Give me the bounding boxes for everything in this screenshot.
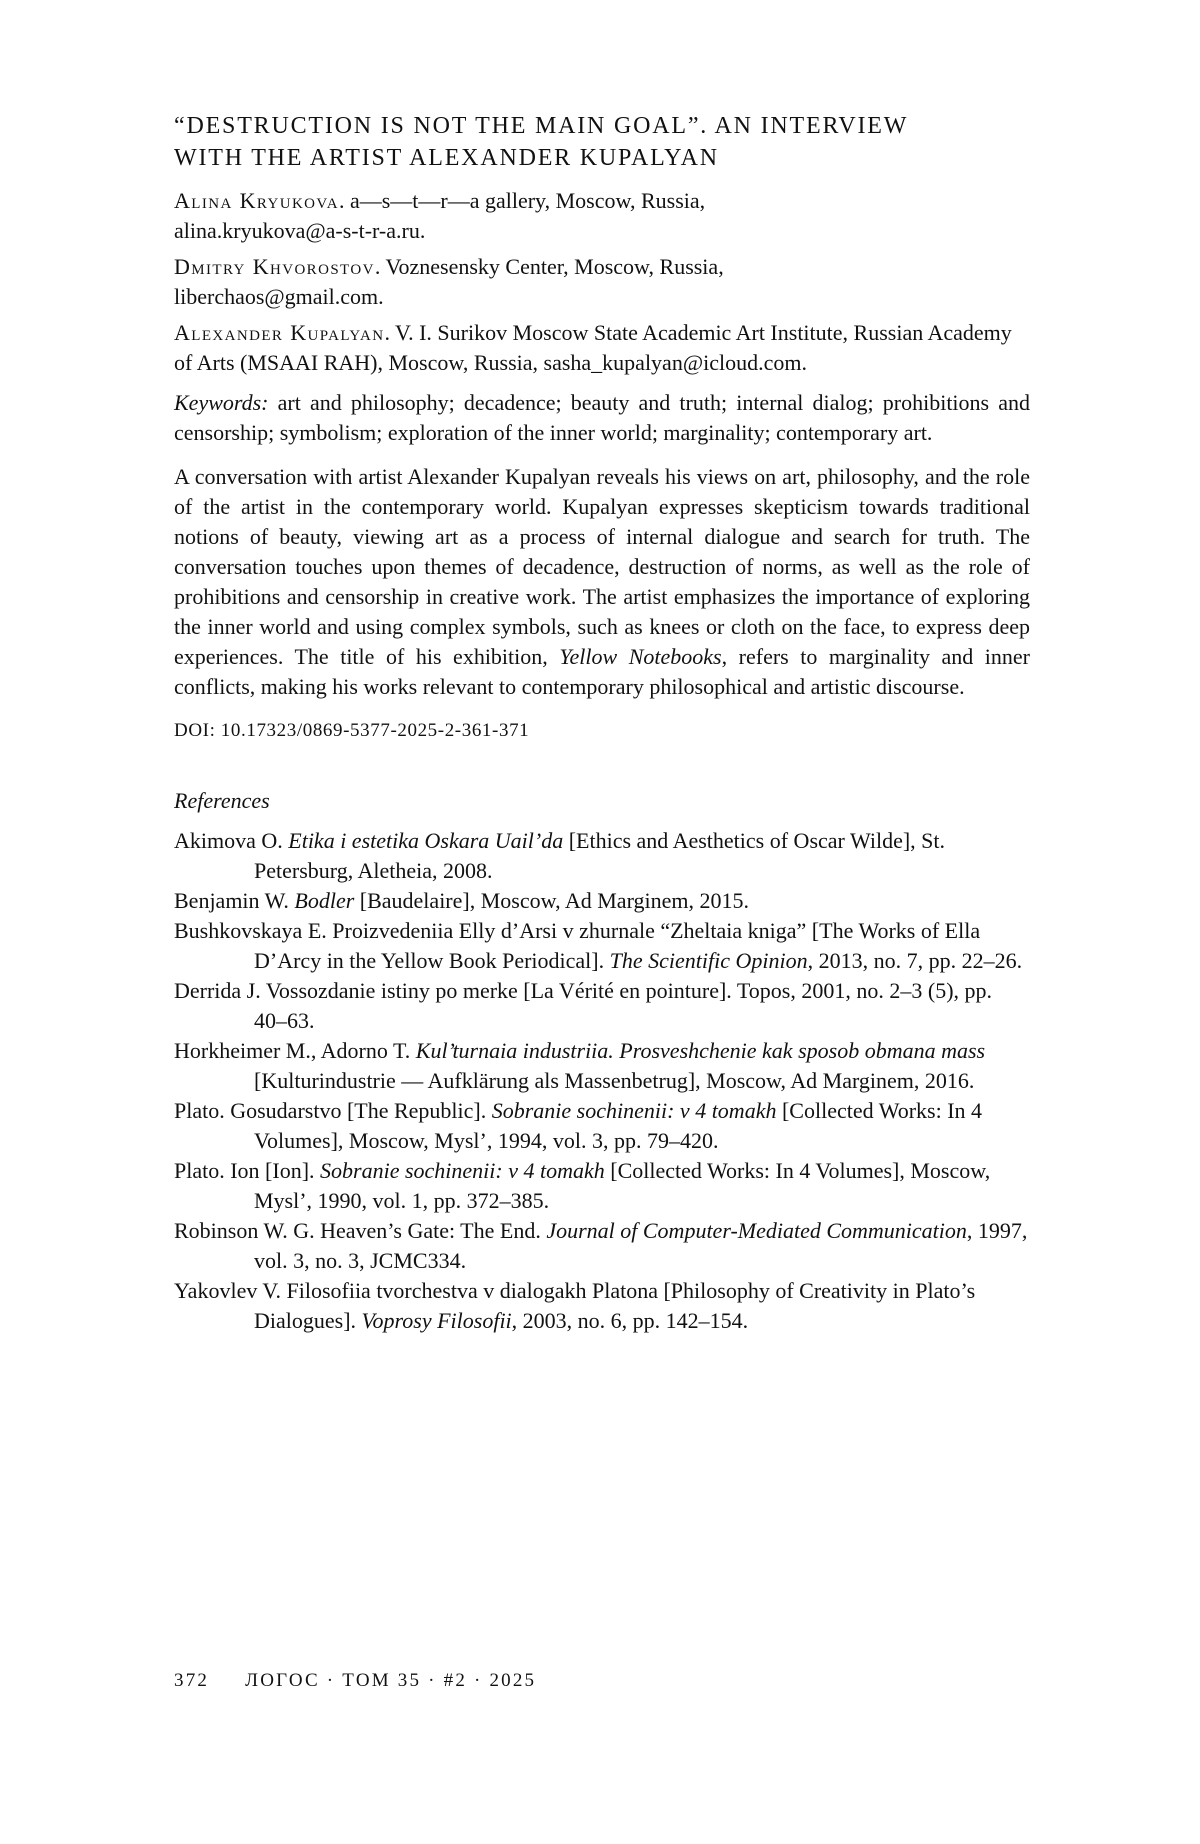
author-email[interactable]: alina.kryukova@a-s-t-r-a.ru. (174, 218, 426, 243)
ref-text: Robinson W. G. Heaven’s Gate: The End. (174, 1218, 547, 1243)
ref-text: Horkheimer M., Adorno T. (174, 1038, 416, 1063)
ref-text-tail: , 2013, no. 7, pp. 22–26. (807, 948, 1023, 973)
title-line-2: WITH THE ARTIST ALEXANDER KUPALYAN (174, 145, 719, 171)
ref-title: Voprosy Filosofii (361, 1308, 512, 1333)
abstract (174, 462, 1030, 702)
reference-item (174, 916, 1030, 976)
reference-item (174, 1036, 1030, 1096)
ref-text: Yakovlev V. Filosofiia tvorchestva v dialogakh Platona [Philosophy of Creativity in Plato’s Dialogues]. (174, 1278, 976, 1333)
ref-text: Akimova O. (174, 828, 289, 853)
ref-text: Benjamin W. (174, 888, 295, 913)
exhibition-title: Yellow Notebooks (559, 644, 722, 669)
reference-item (174, 1216, 1030, 1276)
ref-text-tail: [Collected Works: In 4 Volumes], Moscow, Mysl’, 1990, vol. 1, pp. 372–385. (254, 1158, 991, 1213)
reference-item (174, 886, 1030, 916)
author-name: Dmitry Khvorostov (174, 254, 375, 279)
author-separator: . (384, 320, 396, 345)
reference-item (174, 826, 1030, 886)
title-line-1: “DESTRUCTION IS NOT THE MAIN GOAL”. AN INTERVIEW (174, 113, 909, 139)
keywords-label: Keywords: (174, 390, 269, 415)
ref-title: Etika i estetika Oskara Uail’da (288, 828, 564, 853)
ref-text-tail: [Kulturindustrie — Aufklärung als Massenbetrug], Moscow, Ad Marginem, 2016. (254, 1068, 975, 1093)
page-number: 372 (174, 1670, 210, 1691)
reference-item (174, 1096, 1030, 1156)
journal-info: ЛОГОС · ТОМ 35 · #2 · 2025 (245, 1670, 537, 1691)
author-name: Alina Kryukova (174, 188, 339, 213)
ref-text: Plato. Ion [Ion]. (174, 1158, 321, 1183)
ref-text: Derrida J. Vossozdanie istiny po merke [La Vérité en pointure]. Topos, 2001, no. 2–3 (5), pp. 40–63. (174, 978, 993, 1033)
reference-item (174, 1276, 1030, 1336)
ref-title: Bodler (294, 888, 355, 913)
author-entry (174, 252, 1030, 312)
author-affiliation: V. I. Surikov Moscow State Academic Art Institute, Russian Academy of Arts (MSAAI RAH), Moscow, Russia, (174, 320, 1012, 375)
author-name: Alexander Kupalyan (174, 320, 385, 345)
references-heading: References (174, 788, 270, 813)
author-affiliation: Voznesensky Center, Moscow, Russia, (385, 254, 724, 279)
ref-text-tail: [Ethics and Aesthetics of Oscar Wilde], St. Petersburg, Aletheia, 2008. (254, 828, 946, 883)
reference-item (174, 1156, 1030, 1216)
ref-text-tail: , 2003, no. 6, pp. 142–154. (511, 1308, 749, 1333)
abstract-text: A conversation with artist Alexander Kupalyan reveals his views on art, philosophy, and the role of the artist in the contemporary world. Kupalyan expresses skepticism towards traditional notions of beauty, viewing art as a process of internal dialogue and search for truth. The conversation touches upon themes of decadence, destruction of norms, as well as the role of prohibitions and censorship in creative work. The artist emphasizes the importance of exploring the inner world and using complex symbols, such as knees or cloth on the face, to express deep experiences. The title of his exhibition, (174, 464, 1030, 669)
reference-item (174, 976, 1030, 1036)
ref-text-tail: [Collected Works: In 4 Volumes], Moscow, Mysl’, 1994, vol. 3, pp. 79–420. (254, 1098, 983, 1153)
author-separator: . (374, 254, 386, 279)
ref-title: Kul’turnaia industriia. Prosveshchenie kak sposob obmana mass (415, 1038, 986, 1063)
keywords (174, 388, 1030, 448)
page-footer (174, 1670, 536, 1692)
ref-title: Journal of Computer-Mediated Communication (546, 1218, 967, 1243)
references-list (174, 826, 1030, 1336)
article-page (174, 110, 1030, 1336)
article-title (174, 110, 1030, 174)
ref-title: Sobranie sochinenii: v 4 tomakh (320, 1158, 605, 1183)
ref-title: The Scientific Opinion (609, 948, 808, 973)
ref-text-tail: , 1997, vol. 3, no. 3, JCMC334. (254, 1218, 1028, 1273)
keywords-text: art and philosophy; decadence; beauty and truth; internal dialog; prohibitions and censorship; symbolism; exploration of the inner world; marginality; contemporary art. (174, 390, 1030, 445)
ref-text: Plato. Gosudarstvo [The Republic]. (174, 1098, 492, 1123)
author-email[interactable]: sasha_kupalyan@icloud.com. (543, 350, 807, 375)
author-affiliation: a—s—t—r—a gallery, Moscow, Russia, (349, 188, 706, 213)
abstract-text-end: , refers to marginality and inner conflicts, making his works relevant to contemporary philosophical and artistic discourse. (174, 644, 1031, 699)
doi[interactable]: DOI: 10.17323/0869-5377-2025-2-361-371 (174, 720, 530, 741)
ref-text-tail: [Baudelaire], Moscow, Ad Marginem, 2015. (354, 888, 749, 913)
author-entry (174, 318, 1030, 378)
ref-text: Bushkovskaya E. Proizvedeniia Elly d’Arsi v zhurnale “Zheltaia kniga” [The Works of Ella D’Arcy in the Yellow Book Periodical]. (174, 918, 981, 973)
author-email[interactable]: liberchaos@gmail.com. (174, 284, 384, 309)
author-entry (174, 186, 1030, 246)
author-separator: . (338, 188, 350, 213)
ref-title: Sobranie sochinenii: v 4 tomakh (491, 1098, 777, 1123)
